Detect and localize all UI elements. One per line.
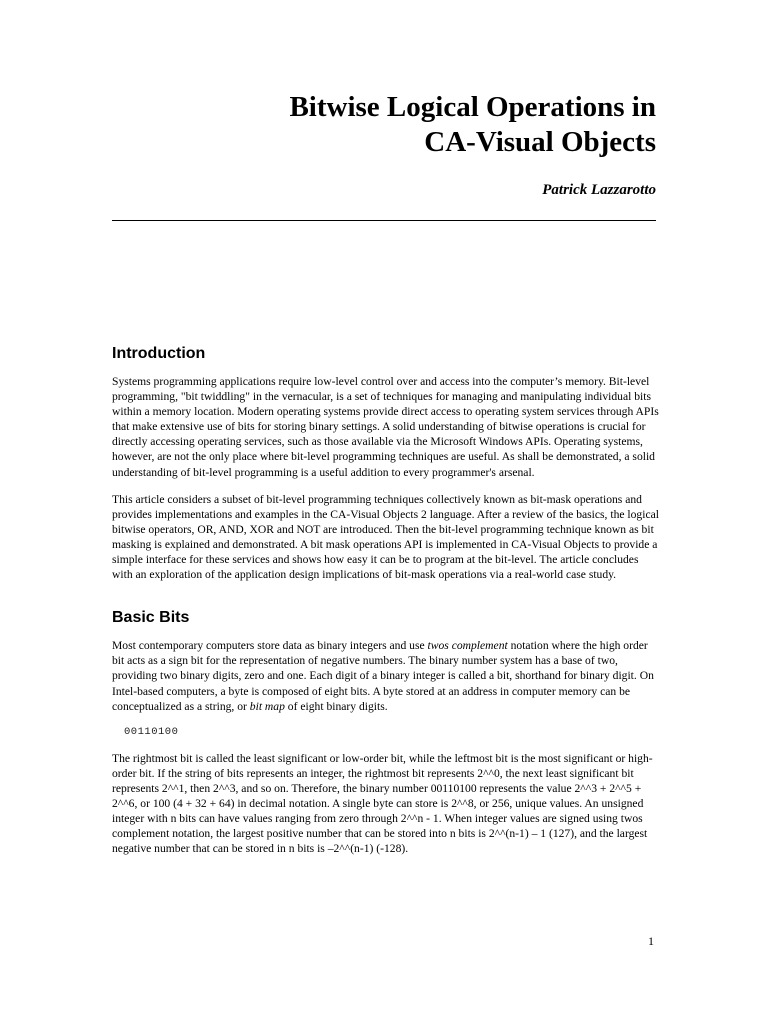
- document-title: [156, 90, 656, 160]
- introduction-heading: Introduction: [112, 345, 206, 362]
- title-line-1: Bitwise Logical Operations in: [289, 91, 656, 123]
- introduction-paragraph-2: This article considers a subset of bit-level programming techniques collectively known as bit-mask operations and provides implementations and examples in the CA-Visual Objects 2 language. After a review of the basics, the logical bitwise operators, OR, AND, XOR and NOT are introduced. Then the bit-level programming technique known as bit masking is explained and demonstrated. A bit mask operations API is implemented in CA-Visual Objects to provide a simple interface for these services and shows how easy it can be to program at the bit-level. The article concludes with an exploration of the application design implications of bit-mask operations via a real-world case study.: [112, 492, 659, 582]
- introduction-section: [112, 344, 660, 582]
- author-name: Patrick Lazzarotto: [542, 182, 656, 198]
- emphasis-bit-map: bit map: [249, 699, 285, 713]
- header-divider: [112, 220, 656, 221]
- basic-bits-section: [112, 608, 660, 856]
- title-line-2: CA-Visual Objects: [424, 126, 656, 158]
- basic-bits-paragraph-1: [112, 638, 660, 713]
- emphasis-twos-complement: twos complement: [427, 639, 508, 653]
- article-body: [112, 344, 660, 868]
- paragraph-text: Most contemporary computers store data as binary integers and use: [112, 639, 428, 653]
- paragraph-text: of eight binary digits.: [284, 699, 388, 713]
- basic-bits-paragraph-2: The rightmost bit is called the least significant or low-order bit, while the leftmost bit is the most significant or high-order bit. If the string of bits represents an integer, the rightmost bit represents 2^^0, the next least significant bit represents 2^^1, then 2^^3, and so on. Therefore, the binary number 00110100 represents the value 2^^3 + 2^^5 + 2^^6, or 100 (4 + 32 + 64) in decimal notation. A single byte can store is 2^^8, or 256, unique values. An unsigned integer with n bits can have values ranging from zero through 2^^n - 1. When integer values are signed using twos complement notation, the largest positive number that can be stored into n bits is 2^^(n-1) – 1 (127), and the largest negative number that can be stored in n bits is –2^^(n-1) (-128).: [112, 751, 653, 856]
- introduction-paragraph-1: Systems programming applications require low-level control over and access into the computer’s memory. Bit-level programming, "bit twiddling" in the vernacular, is a set of techniques for managing and manipulating individual bits within a memory location. Modern operating systems provide direct access to operating system services through APIs that make extensive use of bits for storing binary settings. A solid understanding of bitwise operations is crucial for directly accessing operating services, such as those available via the Microsoft Windows APIs. Operating systems, however, are not the only place where bit-level programming techniques are useful. As shall be demonstrated, a solid understanding of bit-level programming is a useful addition to every programmer's arsenal.: [112, 375, 659, 479]
- binary-code-example: 00110100: [124, 725, 179, 738]
- basic-bits-heading: Basic Bits: [112, 609, 190, 627]
- page-number: 1: [648, 934, 654, 948]
- section-spacer: [112, 594, 660, 608]
- paragraph-text: notation where the high order bit acts as a sign bit for the representation of negative numbers. The binary number system has a base of two, providing two binary digits, zero and one. Each digit of a binary integer is called a bit, shorthand for binary digit. On Intel-based computers, a byte is composed of eight bits. A byte stored at an address in computer memory can be conceptualized as a string, or: [112, 639, 654, 713]
